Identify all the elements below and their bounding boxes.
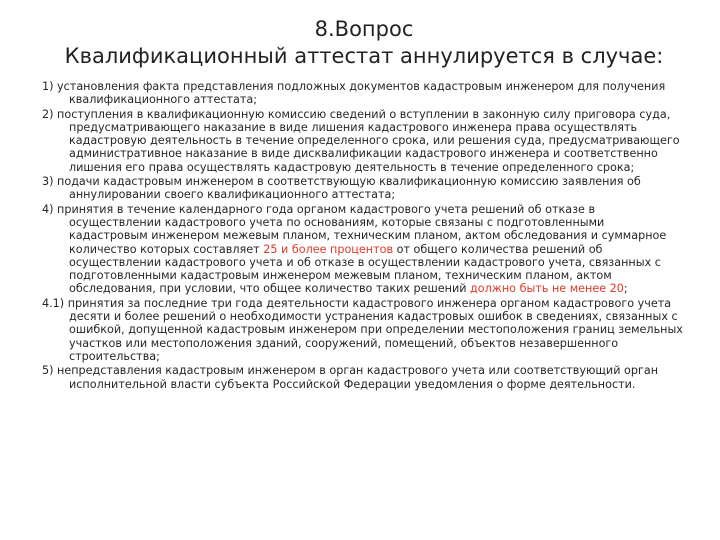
highlight-min-20: должно быть не менее 20 [470,282,624,296]
list-item-4-text-after: ; [623,282,628,296]
title-line-2: Квалификационный аттестат аннулируется в случае: [64,44,664,68]
title-line-1: 8.Вопрос [314,17,414,41]
list-item-2: 2) поступления в квалификационную комиссию сведений о вступлении в законную силу приговора суда, предусматривающего наказание в виде лишения кадастрового инженера права осуществлять кадастровую деятельность в течение определенного срока, или решения суда, предусматривающего административное наказание в виде дисквалификации кадастрового инженера и соответственно лишения его права осуществлять кадастровую деятельность в течение определенного срока; [42,107,680,174]
list-item-4-text-before: 4) принятия в течение календарного года органом кадастрового учета решений об отказе в осуществлении кадастрового учета по основаниям, которые связаны с подготовленными кадастровым инженером межевым планом, техническим планом, актом обследования и суммарное количество которых составляет [42,202,667,256]
list-item-3: 3) подачи кадастровым инженером в соответствующую квалификационную комиссию заявления об аннулировании своего квалификационного аттестата; [42,175,641,202]
highlight-25-percent: 25 и более процентов [263,242,394,256]
list-item-4-text-middle: от общего количества решений об осуществлении кадастрового учета и об отказе в осуществлении кадастрового учета, связанных с подготовленными кадастровым инженером межевым планом, техническим планом, актом обследования, при условии, что общее количество таких решений [69,242,661,296]
list-item-4-1: 4.1) принятия за последние три года деятельности кадастрового инженера органом кадастрового учета десяти и более решений о необходимости устранения кадастровых ошибок в сведениях, связанных с ошибкой, допущенной кадастровым инженером при определении местоположения границ земельных участков или местоположения зданий, сооружений, помещений, объектов незавершенного строительства; [42,296,683,363]
list-item-1: 1) установления факта представления подложных документов кадастровым инженером для получения квалификационного аттестата; [42,80,666,107]
list-item-5: 5) непредставления кадастровым инженером в орган кадастрового учета или соответствующий орган исполнительной власти субъекта Российской Федерации уведомления о форме деятельности. [42,364,659,391]
list-item-4 [42,203,686,296]
conditions-list [42,80,686,391]
slide-title [42,16,686,70]
